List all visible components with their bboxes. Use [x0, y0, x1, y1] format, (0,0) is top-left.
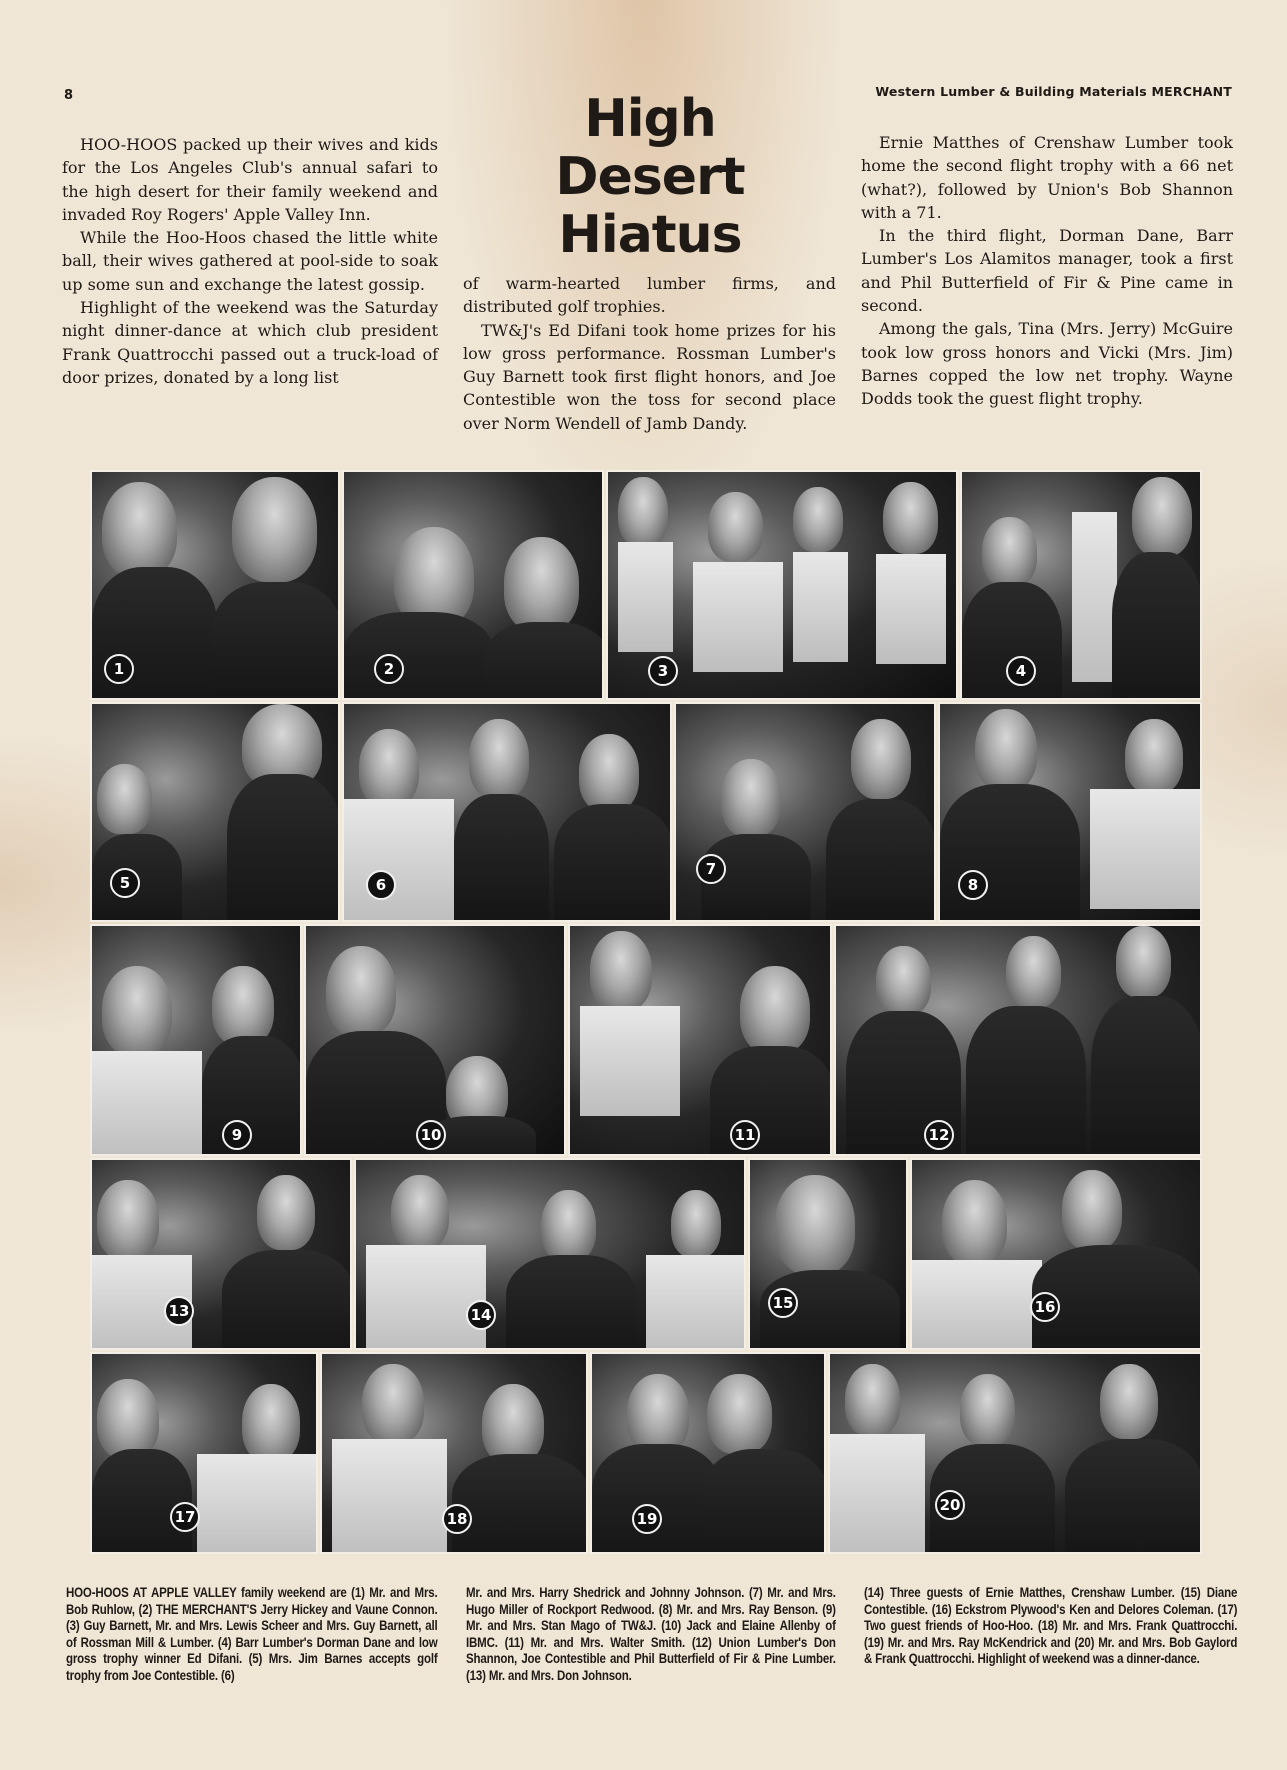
photo-number-badge: 6 — [366, 870, 396, 900]
photo-7 — [674, 702, 936, 922]
paragraph: In the third flight, Dorman Dane, Barr Lumber's Los Alamitos manager, took a first and Phil Butterfield of Fir & Pine came in second. — [861, 226, 1233, 316]
headline — [540, 90, 760, 264]
photo-number-badge: 7 — [696, 854, 726, 884]
paragraph: Ernie Matthes of Crenshaw Lumber took home the second flight trophy with a 66 net (what?), followed by Union's Bob Shannon with a 71. — [861, 133, 1233, 222]
photo-17 — [90, 1352, 318, 1554]
photo-16 — [910, 1158, 1202, 1350]
headline-line-1: High — [584, 89, 716, 149]
page-number: 8 — [64, 88, 74, 103]
headline-line-2: Desert — [555, 147, 745, 207]
photo-number-badge: 2 — [374, 654, 404, 684]
photo-number-badge: 14 — [466, 1300, 496, 1330]
photo-caption-column-2: Mr. and Mrs. Harry Shedrick and Johnny Johnson. (7) Mr. and Mrs. Hugo Miller of Rockport Redwood. (8) Mr. and Mrs. Ray Benson. (9) Mr. and Mrs. Stan Mago of TW&J. (10) Jack and Elaine Allenby of IBMC. (11) Mr. and Mrs. Walter Smith. (12) Union Lumber's Don Shannon, Joe Contestible and Phil Butterfield of Fir & Pine Lumber. (13) Mr. and Mrs. Don Johnson. — [466, 1585, 836, 1683]
paragraph: of warm-hearted lumber firms, and distributed golf trophies. — [463, 274, 836, 317]
photo-4 — [960, 470, 1202, 700]
photo-number-badge: 10 — [416, 1120, 446, 1150]
photo-number-badge: 9 — [222, 1120, 252, 1150]
photo-number-badge: 12 — [924, 1120, 954, 1150]
photo-number-badge: 19 — [632, 1504, 662, 1534]
photo-number-badge: 16 — [1030, 1292, 1060, 1322]
photo-13 — [90, 1158, 352, 1350]
photo-12 — [834, 924, 1202, 1156]
paragraph: HOO-HOOS packed up their wives and kids for the Los Angeles Club's annual safari to the high desert for their family weekend and invaded Roy Rogers' Apple Valley Inn. — [62, 135, 438, 224]
photo-number-badge: 15 — [768, 1288, 798, 1318]
photo-14 — [354, 1158, 746, 1350]
photo-number-badge: 18 — [442, 1504, 472, 1534]
photo-18 — [320, 1352, 588, 1554]
photo-19 — [590, 1352, 826, 1554]
paragraph: TW&J's Ed Difani took home prizes for his low gross performance. Rossman Lumber's Guy Barnett took first flight honors, and Joe Contestible won the toss for second place over Norm Wendell of Jamb Dandy. — [463, 320, 836, 433]
photo-number-badge: 1 — [104, 654, 134, 684]
article-column-2 — [463, 272, 836, 435]
photo-number-badge: 11 — [730, 1120, 760, 1150]
running-head: Western Lumber & Building Materials MERCHANT — [875, 84, 1232, 99]
photo-6 — [342, 702, 672, 922]
paragraph: Among the gals, Tina (Mrs. Jerry) McGuire took low gross honors and Vicki (Mrs. Jim) Barnes copped the low net trophy. Wayne Dodds took the guest flight trophy. — [861, 319, 1233, 409]
paragraph: Highlight of the weekend was the Saturday night dinner-dance at which club president Frank Quattrocchi passed out a truck-load of door prizes, donated by a long list — [62, 298, 438, 387]
photo-number-badge: 13 — [164, 1296, 194, 1326]
headline-line-3: Hiatus — [558, 205, 742, 265]
photo-number-badge: 4 — [1006, 656, 1036, 686]
photo-5 — [90, 702, 340, 922]
photo-grid — [90, 470, 1210, 1580]
photo-11 — [568, 924, 832, 1156]
photo-3 — [606, 470, 958, 700]
photo-number-badge: 17 — [170, 1502, 200, 1532]
photo-1 — [90, 470, 340, 700]
photo-15 — [748, 1158, 908, 1350]
photo-number-badge: 5 — [110, 868, 140, 898]
article-column-3 — [861, 131, 1233, 411]
article-column-1 — [62, 133, 438, 389]
photo-20 — [828, 1352, 1202, 1554]
photo-caption-column-3: (14) Three guests of Ernie Matthes, Crenshaw Lumber. (15) Diane Contestible. (16) Eckstrom Plywood's Ken and Delores Coleman. (17) Two guest friends of Hoo-Hoo. (18) Mr. and Mrs. Frank Quattrocchi. (19) Mr. and Mrs. Ray McKendrick and (20) Mr. and Mrs. Bob Gaylord & Frank Quattrocchi. Highlight of weekend was a dinner-dance. — [864, 1585, 1238, 1667]
photo-number-badge: 3 — [648, 656, 678, 686]
photo-caption-column-1: HOO-HOOS AT APPLE VALLEY family weekend are (1) Mr. and Mrs. Bob Ruhlow, (2) THE MERCHANT'S Jerry Hickey and Vaune Connon. (3) Guy Barnett, Mr. and Mrs. Lewis Scheer and Mrs. Guy Barnett, all of Rossman Mill & Lumber. (4) Barr Lumber's Dorman Dane and low gross trophy winner Ed Difani. (5) Mrs. Jim Barnes accepts golf trophy from Joe Contestible. (6) — [66, 1585, 438, 1683]
photo-number-badge: 8 — [958, 870, 988, 900]
paragraph: While the Hoo-Hoos chased the little white ball, their wives gathered at pool-side to soak up some sun and exchange the latest gossip. — [62, 228, 438, 294]
photo-9 — [90, 924, 302, 1156]
photo-2 — [342, 470, 604, 700]
photo-10 — [304, 924, 566, 1156]
photo-8 — [938, 702, 1202, 922]
photo-number-badge: 20 — [935, 1490, 965, 1520]
